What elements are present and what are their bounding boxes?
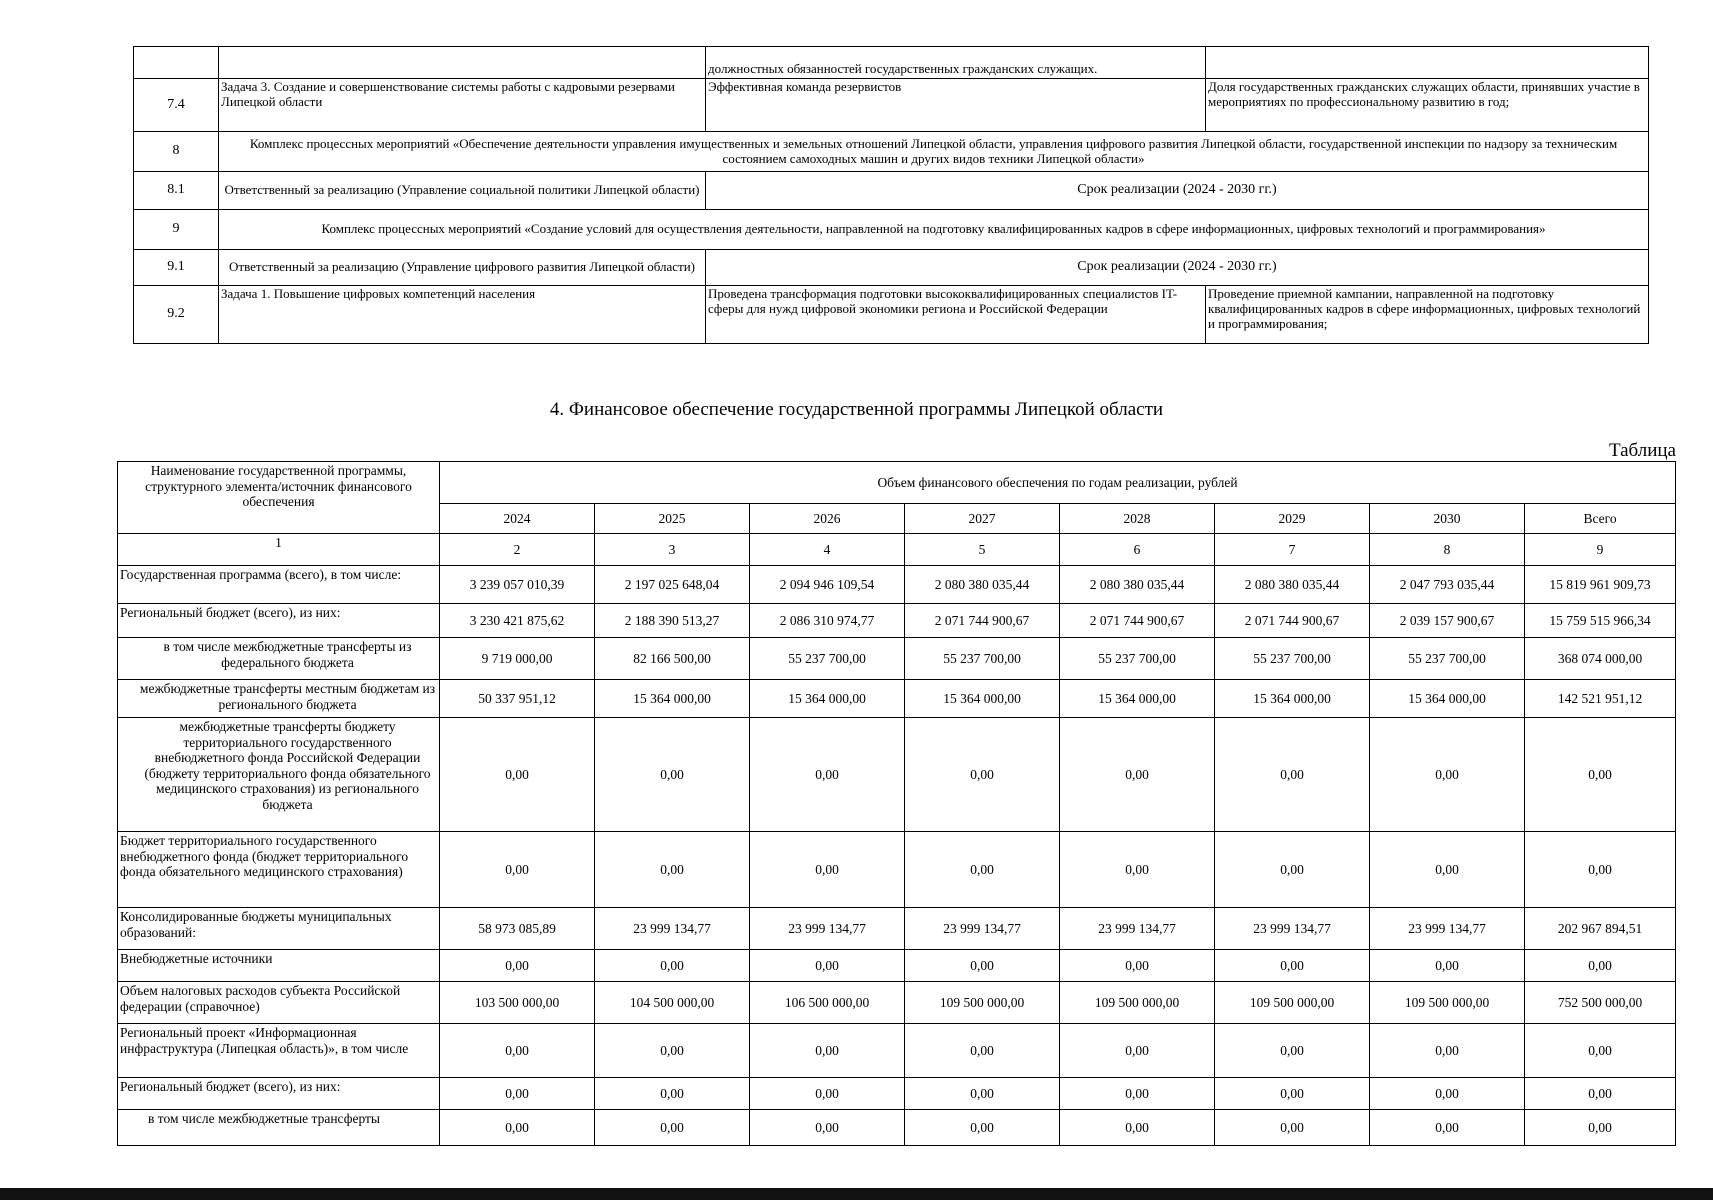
value-cell: 0,00 [1215,1110,1370,1146]
header-name: Наименование государственной программы, структурного элемента/источник финансового обеспечения [118,462,440,534]
measures-table [133,46,1649,344]
value-cell: 2 188 390 513,27 [595,604,750,638]
table-row [118,832,1676,908]
table-row [118,638,1676,680]
year-header: 2030 [1370,504,1525,534]
finance-body [118,566,1676,1146]
value-cell: 0,00 [1060,1024,1215,1078]
value-cell: 104 500 000,00 [595,982,750,1024]
value-cell: 82 166 500,00 [595,638,750,680]
value-cell: 15 364 000,00 [1060,680,1215,718]
value-cell: 0,00 [440,950,595,982]
value-cell: 0,00 [750,718,905,832]
value-cell: 23 999 134,77 [595,908,750,950]
cell-task: Задача 3. Создание и совершенствование системы работы с кадровыми резервами Липецкой области [219,79,706,132]
value-cell: 106 500 000,00 [750,982,905,1024]
value-cell: 15 364 000,00 [905,680,1060,718]
value-cell: 2 197 025 648,04 [595,566,750,604]
value-cell: 15 364 000,00 [1215,680,1370,718]
table-row [134,47,1649,79]
value-cell: 0,00 [905,950,1060,982]
value-cell: 0,00 [905,832,1060,908]
value-cell: 0,00 [440,832,595,908]
value-cell: 0,00 [1060,1110,1215,1146]
value-cell: 0,00 [750,1024,905,1078]
value-cell: 0,00 [750,1078,905,1110]
year-header: 2027 [905,504,1060,534]
value-cell: 368 074 000,00 [1525,638,1676,680]
value-cell: 0,00 [1525,718,1676,832]
value-cell: 0,00 [440,1024,595,1078]
value-cell: 0,00 [1525,832,1676,908]
value-cell: 0,00 [1370,950,1525,982]
table-row [134,250,1649,286]
value-cell: 0,00 [1525,1110,1676,1146]
value-cell: 55 237 700,00 [1215,638,1370,680]
row-name: Государственная программа (всего), в том числе: [118,566,440,604]
value-cell: 0,00 [595,950,750,982]
value-cell: 0,00 [1215,718,1370,832]
value-cell: 2 071 744 900,67 [1215,604,1370,638]
value-cell: 103 500 000,00 [440,982,595,1024]
value-cell: 0,00 [750,1110,905,1146]
value-cell: 0,00 [1370,1110,1525,1146]
row-name: в том числе межбюджетные трансферты [118,1110,440,1146]
value-cell: 23 999 134,77 [1060,908,1215,950]
row-name: межбюджетные трансферты местным бюджетам из регионального бюджета [118,680,440,718]
value-cell: 0,00 [1525,1078,1676,1110]
value-cell: 0,00 [595,1024,750,1078]
value-cell: 0,00 [750,950,905,982]
value-cell: 55 237 700,00 [1060,638,1215,680]
value-cell: 0,00 [1370,1078,1525,1110]
value-cell: 2 039 157 900,67 [1370,604,1525,638]
column-number: 3 [595,534,750,566]
value-cell: 55 237 700,00 [905,638,1060,680]
cell-result: должностных обязанностей государственных гражданских служащих. [706,47,1206,79]
value-cell: 142 521 951,12 [1525,680,1676,718]
header-volume: Объем финансового обеспечения по годам реализации, рублей [440,462,1676,504]
value-cell: 0,00 [1370,832,1525,908]
table-row [118,982,1676,1024]
value-cell: 50 337 951,12 [440,680,595,718]
value-cell: 0,00 [440,1078,595,1110]
value-cell: 0,00 [1215,832,1370,908]
column-number: 5 [905,534,1060,566]
value-cell: 109 500 000,00 [1215,982,1370,1024]
table-row [118,1024,1676,1078]
table-row [134,79,1649,132]
table-row [134,210,1649,250]
value-cell: 15 819 961 909,73 [1525,566,1676,604]
value-cell: 0,00 [1060,950,1215,982]
table-row [118,908,1676,950]
value-cell: 2 071 744 900,67 [1060,604,1215,638]
row-name: Консолидированные бюджеты муниципальных образований: [118,908,440,950]
year-header: 2025 [595,504,750,534]
value-cell: 0,00 [905,718,1060,832]
value-cell: 55 237 700,00 [1370,638,1525,680]
value-cell: 0,00 [595,718,750,832]
table-row [118,604,1676,638]
year-header: 2029 [1215,504,1370,534]
value-cell: 23 999 134,77 [1215,908,1370,950]
value-cell: 0,00 [905,1078,1060,1110]
row-name: Бюджет территориального государственного внебюджетного фонда (бюджет территориального фонда обязательного медицинского страхования) [118,832,440,908]
cell-responsible: Ответственный за реализацию (Управление цифрового развития Липецкой области) [219,250,706,286]
value-cell: 0,00 [1215,1024,1370,1078]
value-cell: 2 071 744 900,67 [905,604,1060,638]
value-cell: 0,00 [1060,718,1215,832]
value-cell: 0,00 [1370,1024,1525,1078]
column-number: 9 [1525,534,1676,566]
value-cell: 0,00 [1060,1078,1215,1110]
cell-complex: Комплекс процессных мероприятий «Создание условий для осуществления деятельности, направленной на подготовку квалифицированных кадров в сфере информационных, цифровых технологий и программирования» [219,210,1649,250]
cell-complex: Комплекс процессных мероприятий «Обеспечение деятельности управления имущественных и земельных отношений Липецкой области, управления цифрового развития Липецкой области, государственной инспекции по надзору за техническим состоянием самоходных машин и других видов техники Липецкой области» [219,132,1649,172]
year-header: 2028 [1060,504,1215,534]
table-row [118,680,1676,718]
year-header: 2026 [750,504,905,534]
cell-result: Проведена трансформация подготовки высококвалифицированных специалистов IT-сферы для нужд цифровой экономики региона и Российской Федерации [706,286,1206,344]
value-cell: 0,00 [440,718,595,832]
cell-task: Задача 1. Повышение цифровых компетенций населения [219,286,706,344]
column-number: 6 [1060,534,1215,566]
cell-result: Эффективная команда резервистов [706,79,1206,132]
value-cell: 0,00 [1525,1024,1676,1078]
row-number: 7.4 [134,79,219,132]
table-row [134,132,1649,172]
cell-term: Срок реализации (2024 - 2030 гг.) [706,172,1649,210]
value-cell: 109 500 000,00 [1060,982,1215,1024]
value-cell: 2 080 380 035,44 [1060,566,1215,604]
value-cell: 752 500 000,00 [1525,982,1676,1024]
value-cell: 0,00 [595,1110,750,1146]
column-number: 7 [1215,534,1370,566]
value-cell: 23 999 134,77 [1370,908,1525,950]
row-name: Внебюджетные источники [118,950,440,982]
row-name: Региональный бюджет (всего), из них: [118,604,440,638]
cell-indicator: Доля государственных гражданских служащих области, принявших участие в мероприятиях по профессиональному развитию в год; [1206,79,1649,132]
value-cell: 202 967 894,51 [1525,908,1676,950]
header-row [118,462,1676,504]
row-number: 9.1 [134,250,219,286]
column-number: 4 [750,534,905,566]
value-cell: 2 047 793 035,44 [1370,566,1525,604]
row-number: 9.2 [134,286,219,344]
table-row [118,1110,1676,1146]
value-cell: 0,00 [595,832,750,908]
value-cell: 0,00 [750,832,905,908]
year-header: 2024 [440,504,595,534]
value-cell: 0,00 [1215,1078,1370,1110]
column-number: 2 [440,534,595,566]
value-cell: 2 080 380 035,44 [1215,566,1370,604]
value-cell: 0,00 [905,1024,1060,1078]
year-header: Всего [1525,504,1676,534]
value-cell: 9 719 000,00 [440,638,595,680]
row-name: Объем налоговых расходов субъекта Российской федерации (справочное) [118,982,440,1024]
table-row [134,172,1649,210]
column-number: 1 [118,534,440,566]
value-cell: 0,00 [1525,950,1676,982]
finance-table [117,461,1676,1146]
table-row [118,950,1676,982]
value-cell: 0,00 [1370,718,1525,832]
row-number: 8 [134,132,219,172]
value-cell: 0,00 [1215,950,1370,982]
section-title: 4. Финансовое обеспечение государственной программы Липецкой области [549,399,1164,420]
scan-edge-bar [0,1188,1713,1200]
value-cell: 55 237 700,00 [750,638,905,680]
table-row [134,286,1649,344]
value-cell: 15 364 000,00 [1370,680,1525,718]
value-cell: 15 364 000,00 [750,680,905,718]
row-name: межбюджетные трансферты бюджету территориального государственного внебюджетного фонда Российской Федерации (бюджету территориального фонда обязательного медицинского страхования) из регионального бюджета [118,718,440,832]
value-cell: 23 999 134,77 [750,908,905,950]
value-cell: 2 094 946 109,54 [750,566,905,604]
table-row [118,1078,1676,1110]
value-cell: 109 500 000,00 [1370,982,1525,1024]
row-number: 8.1 [134,172,219,210]
row-name: Региональный бюджет (всего), из них: [118,1078,440,1110]
value-cell: 3 230 421 875,62 [440,604,595,638]
row-number: 9 [134,210,219,250]
table-row [118,566,1676,604]
value-cell: 2 086 310 974,77 [750,604,905,638]
value-cell: 0,00 [440,1110,595,1146]
value-cell: 0,00 [1060,832,1215,908]
value-cell: 0,00 [905,1110,1060,1146]
column-number-row [118,534,1676,566]
value-cell: 23 999 134,77 [905,908,1060,950]
row-name: в том числе межбюджетные трансферты из федерального бюджета [118,638,440,680]
value-cell: 15 364 000,00 [595,680,750,718]
column-number: 8 [1370,534,1525,566]
row-name: Региональный проект «Информационная инфраструктура (Липецкая область)», в том числе [118,1024,440,1078]
value-cell: 0,00 [595,1078,750,1110]
table-row [118,718,1676,832]
value-cell: 58 973 085,89 [440,908,595,950]
value-cell: 2 080 380 035,44 [905,566,1060,604]
cell-indicator: Проведение приемной кампании, направленной на подготовку квалифицированных кадров в сфере информационных, цифровых технологий и программирования; [1206,286,1649,344]
value-cell: 3 239 057 010,39 [440,566,595,604]
value-cell: 109 500 000,00 [905,982,1060,1024]
table-label: Таблица [1608,440,1676,461]
cell-responsible: Ответственный за реализацию (Управление социальной политики Липецкой области) [219,172,706,210]
cell-term: Срок реализации (2024 - 2030 гг.) [706,250,1649,286]
value-cell: 15 759 515 966,34 [1525,604,1676,638]
